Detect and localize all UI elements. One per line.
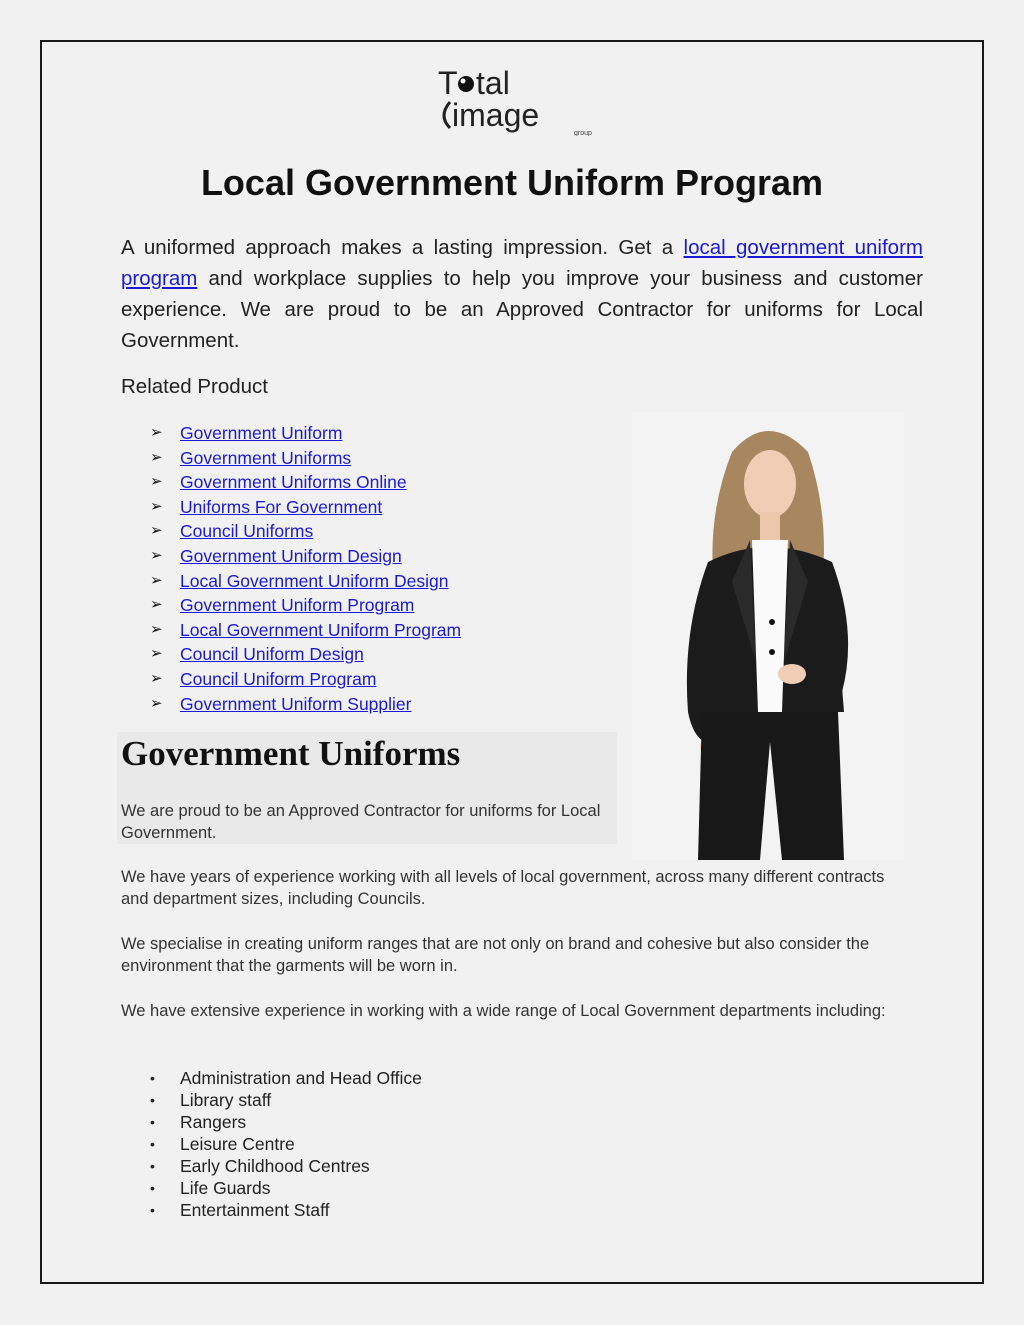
department-label: Entertainment Staff	[180, 1200, 330, 1220]
related-link[interactable]: Council Uniform Program	[180, 668, 377, 689]
local-government-uniform-program-link[interactable]: local government uniform program	[121, 236, 923, 290]
arrow-bullet-icon: ➢	[150, 596, 163, 614]
list-item	[150, 642, 461, 667]
related-link[interactable]: Government Uniform Design	[180, 545, 402, 566]
arrow-bullet-icon: ➢	[150, 522, 163, 540]
related-product-list	[150, 421, 461, 716]
list-item	[150, 1111, 422, 1133]
related-link[interactable]: Council Uniform Design	[180, 644, 364, 665]
list-item	[150, 470, 461, 495]
section-subtitle: We are proud to be an Approved Contractor for uniforms for Local Government.	[121, 802, 601, 842]
list-item	[150, 1089, 422, 1111]
intro-text-after: and workplace supplies to help you improve your business and customer experience. We are proud to be an Approved Contractor for uniforms for Local Government.	[121, 267, 923, 352]
arrow-bullet-icon: ➢	[150, 424, 163, 441]
specialise-paragraph: We specialise in creating uniform ranges that are not only on brand and cohesive but also consider the environment that the garments will be worn in.	[121, 935, 870, 975]
svg-text:tal: tal	[476, 65, 510, 101]
list-item	[150, 1067, 422, 1089]
bullet-icon: •	[150, 1114, 155, 1130]
arrow-bullet-icon: ➢	[150, 669, 163, 687]
related-link[interactable]: Local Government Uniform Design	[180, 570, 449, 591]
arrow-bullet-icon: ➢	[150, 571, 163, 589]
list-item	[150, 618, 461, 643]
list-item	[150, 519, 461, 544]
bullet-icon: •	[150, 1202, 155, 1218]
intro-paragraph	[121, 232, 923, 356]
department-label: Leisure Centre	[180, 1134, 295, 1154]
svg-text:image: image	[452, 97, 540, 133]
section-heading: Government Uniforms	[121, 734, 461, 773]
list-item	[150, 446, 461, 471]
list-item	[150, 1133, 422, 1155]
brand-logo	[438, 64, 596, 136]
model-in-suit-photo	[632, 412, 904, 860]
bullet-icon: •	[150, 1158, 155, 1174]
related-link[interactable]: Government Uniform	[180, 423, 343, 443]
svg-text:T: T	[438, 65, 458, 101]
arrow-bullet-icon: ➢	[150, 694, 163, 712]
list-item	[150, 421, 461, 446]
intro-text-before: A uniformed approach makes a lasting impression. Get a	[121, 236, 684, 259]
bullet-icon: •	[150, 1136, 155, 1152]
related-link[interactable]: Uniforms For Government	[180, 496, 383, 517]
list-item	[150, 1155, 422, 1177]
departments-list	[150, 1067, 422, 1221]
bullet-icon: •	[150, 1092, 155, 1108]
department-label: Life Guards	[180, 1178, 271, 1198]
page-title: Local Government Uniform Program	[200, 162, 824, 203]
list-item	[150, 569, 461, 594]
bullet-icon: •	[150, 1180, 155, 1196]
arrow-bullet-icon: ➢	[150, 497, 163, 515]
experience-paragraph: We have years of experience working with all levels of local government, across many different contracts and department sizes, including Councils.	[121, 868, 885, 908]
related-link[interactable]: Government Uniforms	[180, 447, 352, 468]
svg-text:group: group	[574, 130, 592, 136]
list-item	[150, 1177, 422, 1199]
arrow-bullet-icon: ➢	[150, 448, 163, 466]
list-item	[150, 544, 461, 569]
department-label: Rangers	[180, 1112, 247, 1132]
department-label: Early Childhood Centres	[180, 1156, 370, 1176]
related-link[interactable]: Council Uniforms	[180, 521, 314, 542]
list-item	[150, 495, 461, 520]
related-link[interactable]: Local Government Uniform Program	[180, 619, 462, 640]
related-link[interactable]: Government Uniform Supplier	[180, 693, 412, 714]
arrow-bullet-icon: ➢	[150, 473, 163, 491]
list-item	[150, 593, 461, 618]
related-product-heading: Related Product	[121, 375, 269, 398]
department-label: Administration and Head Office	[180, 1068, 422, 1088]
list-item	[150, 667, 461, 692]
bullet-icon: •	[150, 1070, 155, 1086]
list-item	[150, 1199, 422, 1221]
department-label: Library staff	[180, 1090, 272, 1110]
list-item	[150, 692, 461, 717]
related-link[interactable]: Government Uniforms Online	[180, 472, 407, 493]
departments-intro-paragraph: We have extensive experience in working with a wide range of Local Government departments including:	[121, 1002, 886, 1020]
related-link[interactable]: Government Uniform Program	[180, 595, 415, 616]
arrow-bullet-icon: ➢	[150, 546, 163, 564]
arrow-bullet-icon: ➢	[150, 645, 163, 663]
arrow-bullet-icon: ➢	[150, 620, 163, 638]
